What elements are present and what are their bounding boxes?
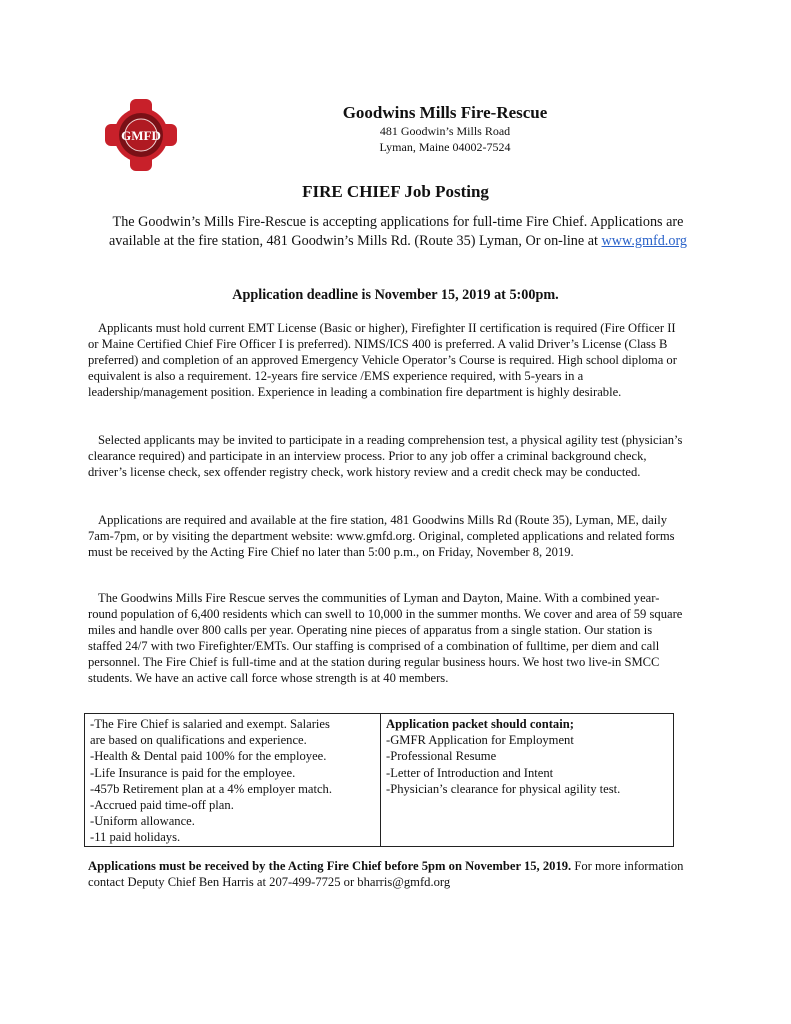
benefit-line: -Uniform allowance. <box>90 814 195 829</box>
letterhead <box>300 103 590 155</box>
website-link[interactable]: www.gmfd.org <box>601 233 688 249</box>
posting-title: FIRE CHIEF Job Posting <box>302 182 489 201</box>
benefit-line: -The Fire Chief is salaried and exempt. Salaries <box>90 717 330 731</box>
logo-text: GMFD <box>121 128 161 143</box>
benefit-line: are based on qualifications and experience. <box>90 733 307 748</box>
packet-item: -GMFR Application for Employment <box>386 733 574 748</box>
department-overview-paragraph: The Goodwins Mills Fire Rescue serves the communities of Lyman and Dayton, Maine. With a combined year-round population of 6,400 residents which can swell to 10,000 in the summer months. We cover and area of 59 square miles and handle over 800 calls per year. Operating nine pieces of apparatus from a single station. Our station is staffed 24/7 with two Firefighter/EMTs. Our staffing is comprised of a combination of fulltime, per diem and call personnel. The Fire Chief is full-time and at the station during regular business hours. We host two live-in SMCC students. We have an active call force whose strength is at 40 members. <box>88 591 683 685</box>
selection-process-paragraph: Selected applicants may be invited to participate in a reading comprehension test, a physical agility test (physician’s clearance required) and participate in an interview process. Prior to any job offer a criminal background check, driver’s license check, sex offender registry check, work history review and a credit check may be conducted. <box>88 433 683 479</box>
benefits-packet-table <box>84 713 674 847</box>
benefit-line: -Health & Dental paid 100% for the employee. <box>90 749 327 764</box>
benefits-column <box>85 714 381 846</box>
intro-paragraph <box>96 213 700 251</box>
address-line-2: Lyman, Maine 04002-7524 <box>379 140 511 154</box>
application-instructions-paragraph: Applications are required and available at the fire station, 481 Goodwins Mills Rd (Route 35), Lyman, ME, daily 7am-7pm, or by visiting the department website: www.gmfd.org. Original, completed applications and related forms must be received by the Acting Fire Chief no later than 5:00 p.m., on Friday, November 8, 2019. <box>88 513 675 559</box>
packet-item: -Professional Resume <box>386 749 497 764</box>
benefit-line: -457b Retirement plan at a 4% employer match. <box>90 781 332 796</box>
intro-text: The Goodwin’s Mills Fire-Rescue is accepting applications for full-time Fire Chief. Applications are available at the fire station, 481 Goodwin’s Mills Rd. (Route 35) Lyman, Or on-line at <box>108 214 684 249</box>
benefit-line: -11 paid holidays. <box>90 830 181 845</box>
packet-item: -Physician’s clearance for physical agility test. <box>386 781 621 796</box>
application-deadline: Application deadline is November 15, 2019 at 5:00pm. <box>232 287 559 303</box>
packet-heading: Application packet should contain; <box>386 717 574 731</box>
packet-column <box>381 714 673 846</box>
address-line-1: 481 Goodwin’s Mills Road <box>379 124 511 138</box>
benefit-line: -Life Insurance is paid for the employee. <box>90 765 296 780</box>
fire-department-logo-icon <box>103 97 179 173</box>
organization-name: Goodwins Mills Fire-Rescue <box>342 103 548 122</box>
packet-item: -Letter of Introduction and Intent <box>386 765 554 780</box>
benefit-line: -Accrued paid time-off plan. <box>90 798 234 813</box>
footer-bold-text: Applications must be received by the Acting Fire Chief before 5pm on November 15, 2019. <box>88 859 572 873</box>
requirements-paragraph: Applicants must hold current EMT License (Basic or higher), Firefighter II certification is required (Fire Officer II or Maine Certified Chief Fire Officer I is preferred). NIMS/ICS 400 is preferred. A valid Driver’s License (Class B preferred) and completion of an approved Emergency Vehicle Operator’s Course is required. High school diploma or equivalent is also a requirement. 12-years fire service /EMS experience required, with 5-years in a leadership/management position. Experience in leading a combination fire department is highly desirable. <box>88 321 677 399</box>
footer-contact-text: For more information contact Deputy Chief Ben Harris at 207-499-7725 or bharris@gmfd.org <box>88 859 684 889</box>
footer-note <box>88 858 688 890</box>
